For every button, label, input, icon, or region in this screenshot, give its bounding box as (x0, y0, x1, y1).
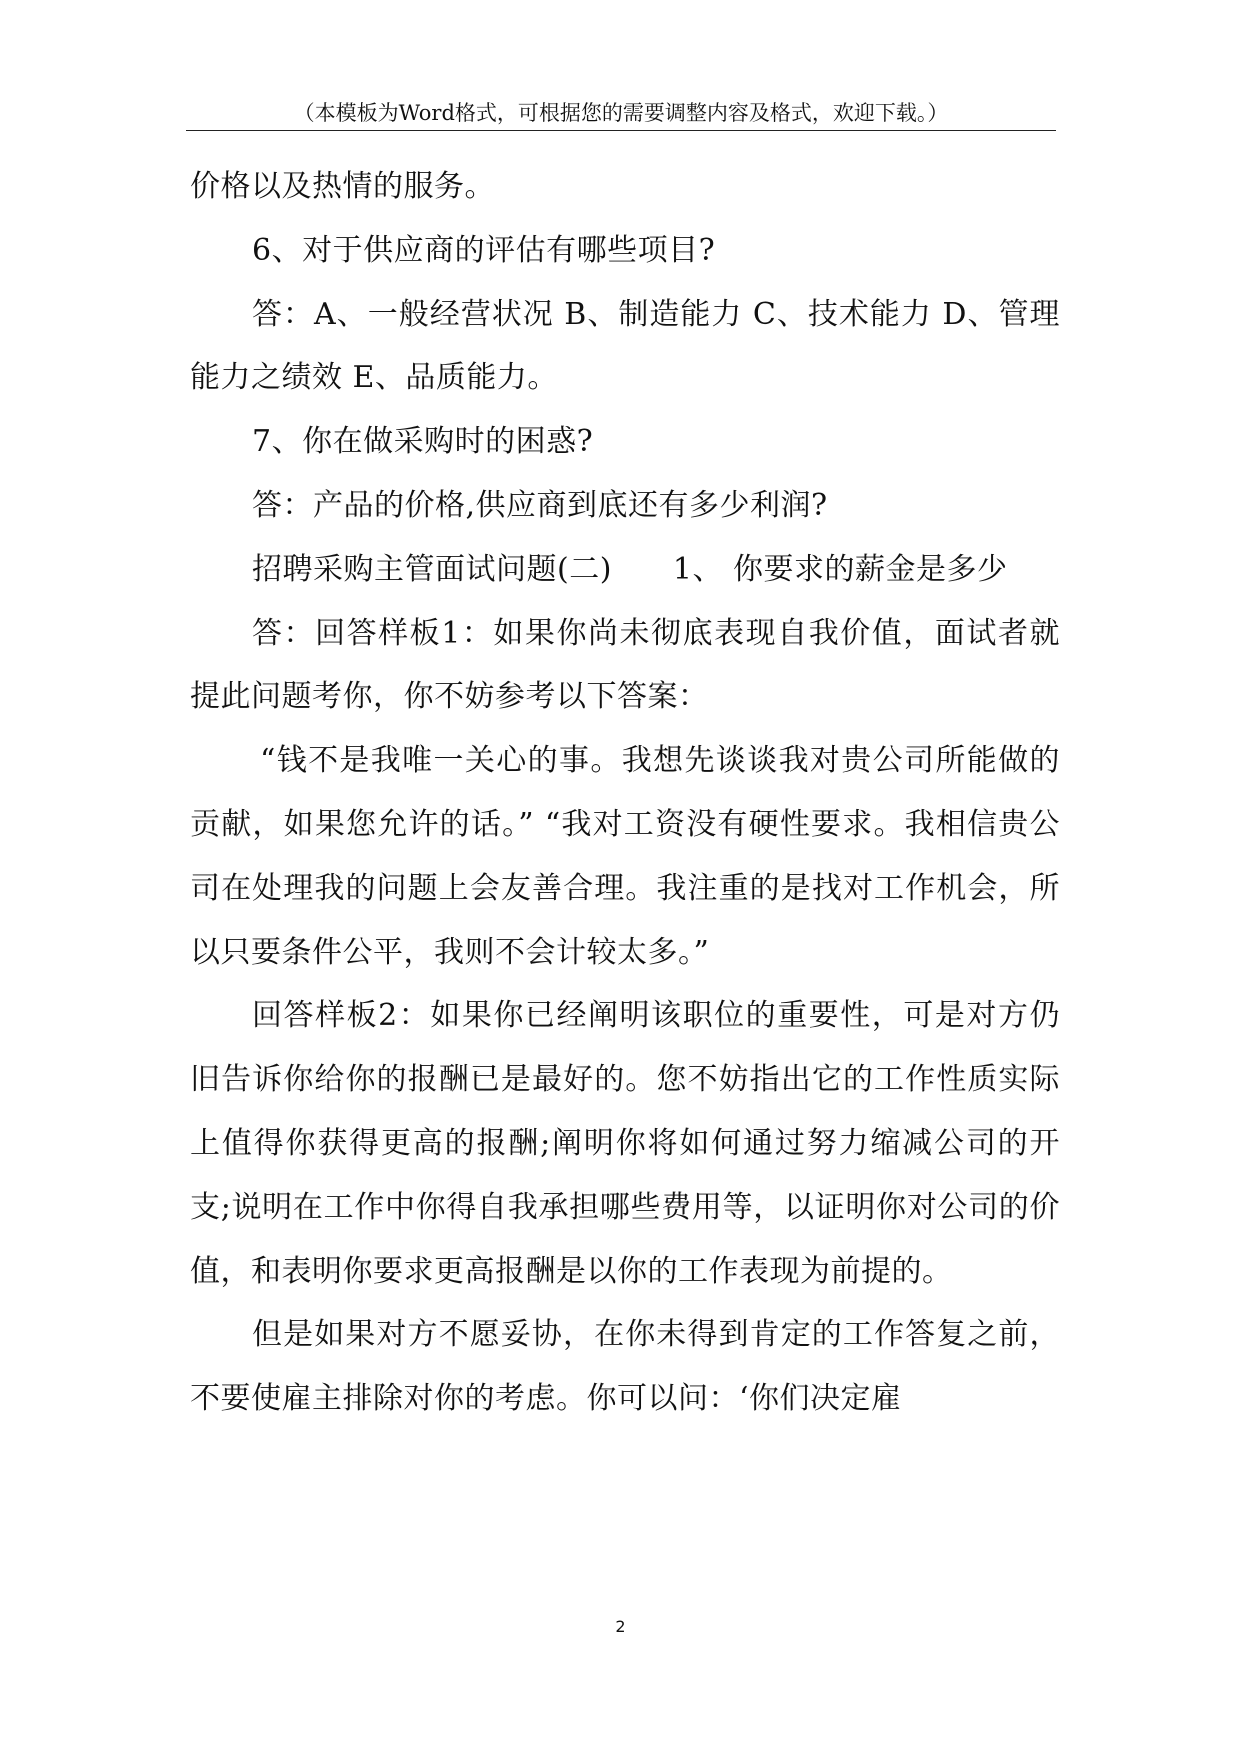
paragraph-price-service: 价格以及热情的服务。 (190, 169, 495, 204)
question-6: 6、对于供应商的评估有哪些项目? (252, 232, 716, 268)
answer-sample-2: 回答样板2：如果你已经阐明该职位的重要性，可是对方仍旧告诉你给你的报酬已是最好的。您不妨指出它的工作性质实际上值得你获得更高的报酬;阐明你将如何通过努力缩减公司的开支;说明在工作中你得自我承担哪些费用等，以证明你对公司的价值，和表明你要求更高报酬是以你的工作表现为前提的。 (190, 998, 1060, 1289)
answer-7: 答：产品的价格,供应商到底还有多少利润? (252, 487, 828, 523)
document-body (190, 155, 1060, 1431)
question-7: 7、你在做采购时的困惑? (252, 424, 594, 460)
header-divider (186, 130, 1056, 131)
paragraph-negotiation: 但是如果对方不愿妥协，在你未得到肯定的工作答复之前，不要使雇主排除对你的考虑。你可以问：‘你们决定雇 (190, 1317, 1060, 1417)
answer-6: 答：A、一般经营状况 B、制造能力 C、技术能力 D、管理能力之绩效 E、品质能力。 (190, 296, 1060, 396)
answer-sample-1: 答：回答样板1：如果你尚未彻底表现自我价值，面试者就提此问题考你，你不妨参考以下答案： (190, 615, 1060, 715)
section-heading-interview-questions-2: 招聘采购主管面试问题(二) 1、 你要求的薪金是多少 (252, 551, 1008, 587)
answer-sample-1-quote: “钱不是我唯一关心的事。我想先谈谈我对贵公司所能做的贡献，如果您允许的话。” “我对工资没有硬性要求。我相信贵公司在处理我的问题上会友善合理。我注重的是找对工作机会，所以只要条件公平，我则不会计较太多。” (190, 743, 1060, 970)
page-header: （本模板为Word格式，可根据您的需要调整内容及格式，欢迎下载。） (293, 101, 949, 125)
page-number: 2 (615, 1617, 626, 1636)
